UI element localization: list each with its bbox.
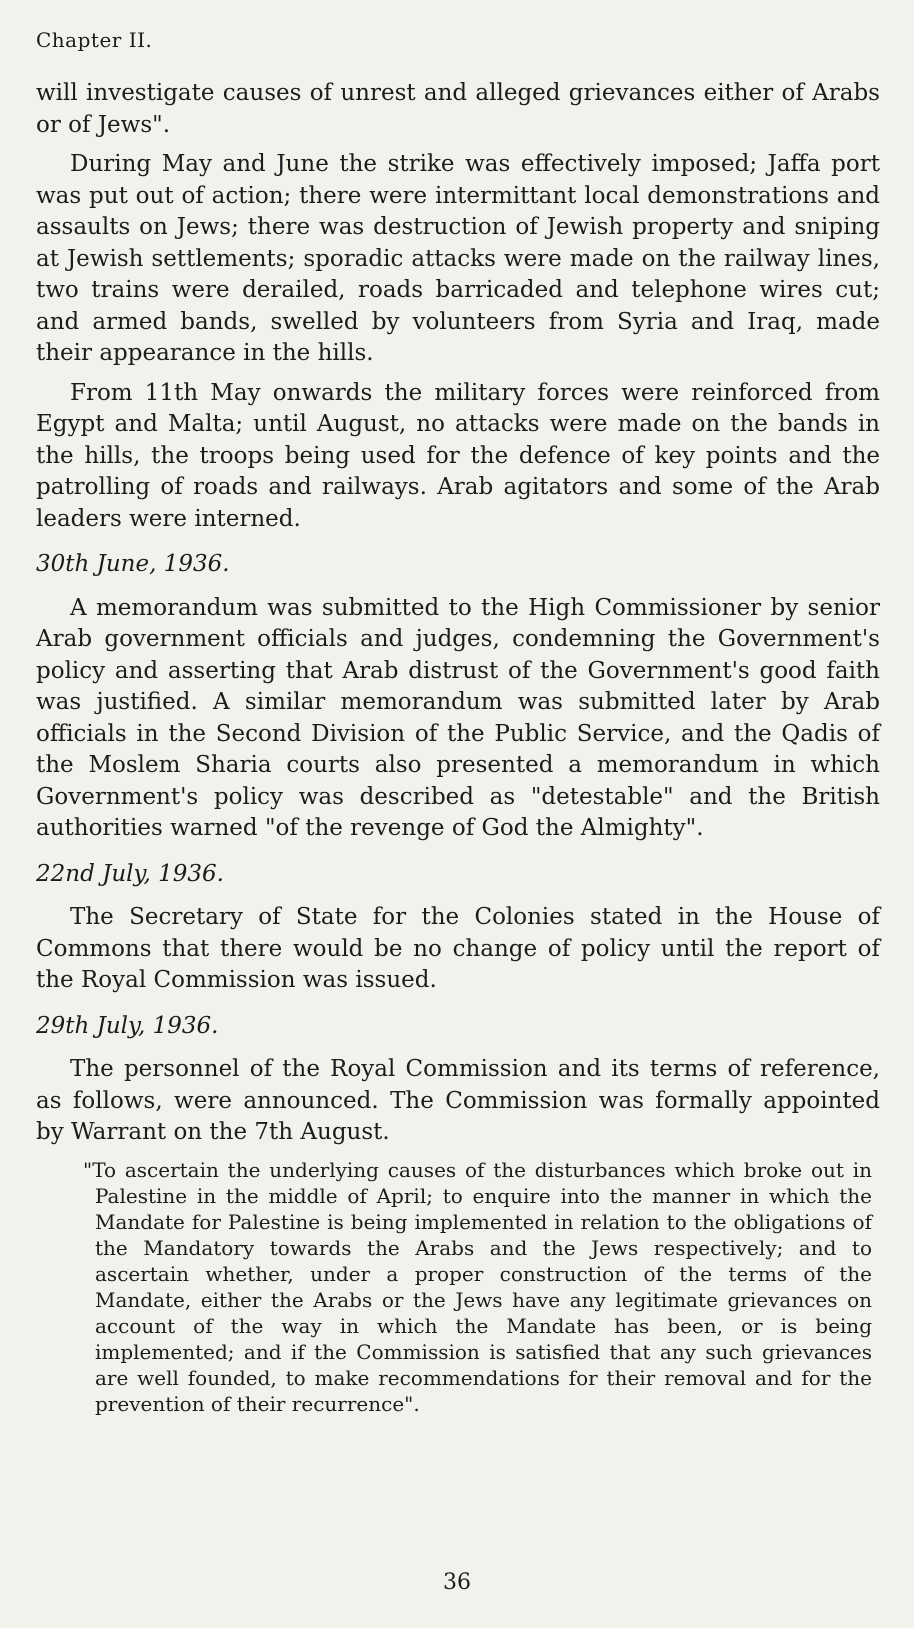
paragraph-military: From 11th May onwards the military forces were reinforced from Egypt and Malta; until August, no attacks were made on the bands in the hills, the troops being used for the defence of key points and the patrolling of roads and railways. Arab agitators and some of the Arab leaders were interned. [36,379,880,532]
page-number: 36 [443,1570,471,1595]
date-heading-july-22: 22nd July, 1936. [36,860,224,887]
terms-of-reference-quote: "To ascertain the underlying causes of the disturbances which broke out in Palestine in the middle of April; to enquire into the manner in which the Mandate for Palestine is being implemented in relation to the obligations of the Mandatory towards the Arabs and the Jews respectively; and to ascertain whether, under a proper construction of the terms of the Mandate, either the Arabs or the Jews have any legitimate grievances on account of the way in which the Mandate has been, or is being implemented; and if the Commission is satisfied that any such grievances are well founded, to make recommendations for their removal and for the prevention of their recurrence". [83,1157,872,1416]
date-heading-june-30: 30th June, 1936. [36,551,230,577]
paragraph-continuation: will investigate causes of unrest and alleged grievances either of Arabs or of Jews". [36,80,880,138]
paragraph-strike: During May and June the strike was effectively imposed; Jaffa port was put out of action; there were intermittant local demonstrations and assaults on Jews; there was destruction of Jewish property and sniping at Jewish settlements; sporadic attacks were made on the railway lines, two trains were derailed, roads barricaded and telephone wires cut; and armed bands, swelled by volunteers from Syria and Iraq, made their appearance in the hills. [36,151,880,366]
date-heading-july-29: 29th July, 1936. [36,1012,219,1039]
paragraph-memorandum: A memorandum was submitted to the High Commissioner by senior Arab government officials and judges, condemning the Government's policy and asserting that Arab distrust of the Government's good faith was justified. A similar memorandum was submitted later by Arab officials in the Second Division of the Public Service, and the Qadis of the Moslem Sharia courts also presented a memorandum in which Government's policy was described as "detestable" and the British authorities warned "of the revenge of God the Almighty". [36,594,880,841]
chapter-heading: Chapter II. [36,28,153,52]
paragraph-secretary-of-state: The Secretary of State for the Colonies stated in the House of Commons that there would be no change of policy until the report of the Royal Commission was issued. [36,904,880,993]
paragraph-royal-commission: The personnel of the Royal Commission and its terms of reference, as follows, were announced. The Commission was formally appointed by Warrant on the 7th August. [36,1056,880,1145]
